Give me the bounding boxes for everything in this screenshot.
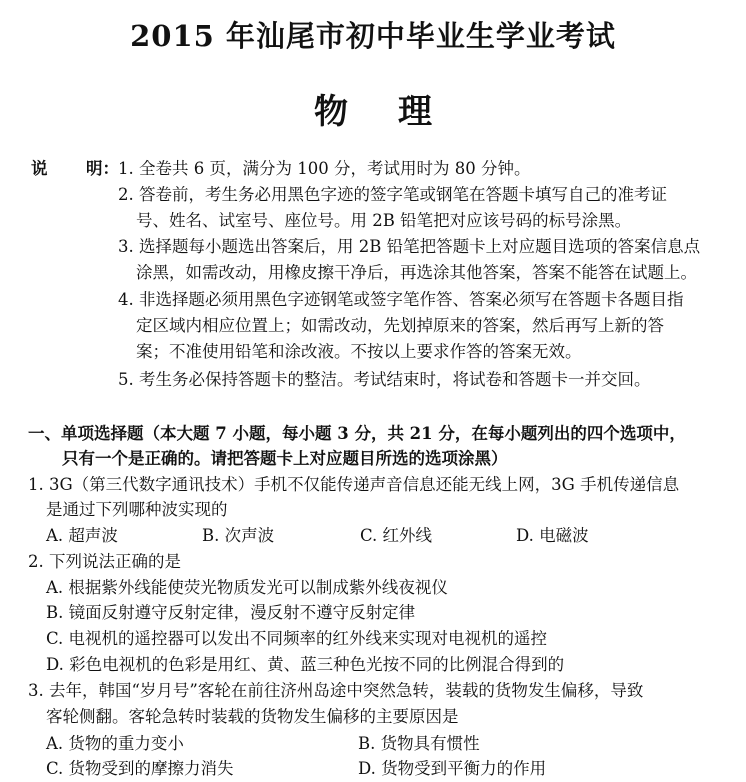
question-1-option-a: A. 超声波 (46, 526, 118, 545)
question-1-stem: 1. 3G（第三代数字通讯技术）手机不仅能传递声音信息还能无线上网，3G 手机传递信息 (28, 475, 680, 494)
instruction-line: 2. 答卷前，考生务必用黑色字迹的签字笔或钢笔在答题卡填写自己的准考证 (118, 185, 667, 204)
instructions-label-shuo: 说 (31, 159, 48, 178)
question-3-stem: 客轮侧翻。客轮急转时装载的货物发生偏移的主要原因是 (46, 707, 459, 726)
instruction-line: 3. 选择题每小题选出答案后，用 2B 铅笔把答题卡上对应题目选项的答案信息点 (118, 237, 701, 256)
question-3-option-d: D. 货物受到平衡力的作用 (358, 759, 547, 778)
instruction-line: 号、姓名、试室号、座位号。用 2B 铅笔把对应该号码的标号涂黑。 (136, 211, 632, 230)
instruction-line: 4. 非选择题必须用黑色字迹钢笔或签字笔作答、答案必须写在答题卡各题目指 (118, 290, 684, 309)
instructions-label-ming: 明： (86, 159, 119, 178)
question-2-stem: 2. 下列说法正确的是 (28, 552, 181, 571)
instruction-line: 定区域内相应位置上；如需改动，先划掉原来的答案，然后再写上新的答 (136, 316, 664, 335)
question-3-stem: 3. 去年，韩国“岁月号”客轮在前往济州岛途中突然急转，装载的货物发生偏移，导致 (28, 681, 644, 700)
question-1-option-b: B. 次声波 (202, 526, 275, 545)
question-1-option-c: C. 红外线 (360, 526, 433, 545)
instruction-line: 5. 考生务必保持答题卡的整洁。考试结束时，将试卷和答题卡一并交回。 (118, 370, 651, 389)
exam-title: 2015 年汕尾市初中毕业生学业考试 (130, 19, 616, 53)
question-1-option-d: D. 电磁波 (516, 526, 589, 545)
question-3-option-b: B. 货物具有惯性 (358, 734, 480, 753)
question-3-option-c: C. 货物受到的摩擦力消失 (46, 759, 234, 778)
question-2-option-a: A. 根据紫外线能使荧光物质发光可以制成紫外线夜视仪 (46, 578, 448, 597)
question-3-option-a: A. 货物的重力变小 (46, 734, 184, 753)
question-2-option-c: C. 电视机的遥控器可以发出不同频率的红外线来实现对电视机的遥控 (46, 629, 548, 648)
instruction-line: 案；不准使用铅笔和涂改液。不按以上要求作答的答案无效。 (136, 342, 582, 361)
instruction-line: 1. 全卷共 6 页，满分为 100 分，考试用时为 80 分钟。 (118, 159, 531, 178)
section-heading: 只有一个是正确的。请把答题卡上对应题目所选的选项涂黑） (62, 449, 508, 468)
question-1-stem: 是通过下列哪种波实现的 (46, 500, 228, 519)
question-2-option-b: B. 镜面反射遵守反射定律，漫反射不遵守反射定律 (46, 603, 416, 622)
section-heading: 一、单项选择题（本大题 7 小题，每小题 3 分，共 21 分，在每小题列出的四个选项中， (28, 424, 686, 443)
instruction-line: 涂黑，如需改动，用橡皮擦干净后，再选涂其他答案，答案不能答在试题上。 (136, 263, 697, 282)
question-2-option-d: D. 彩色电视机的色彩是用红、黄、蓝三种色光按不同的比例混合得到的 (46, 655, 565, 674)
subject-title: 物理 (314, 92, 482, 132)
